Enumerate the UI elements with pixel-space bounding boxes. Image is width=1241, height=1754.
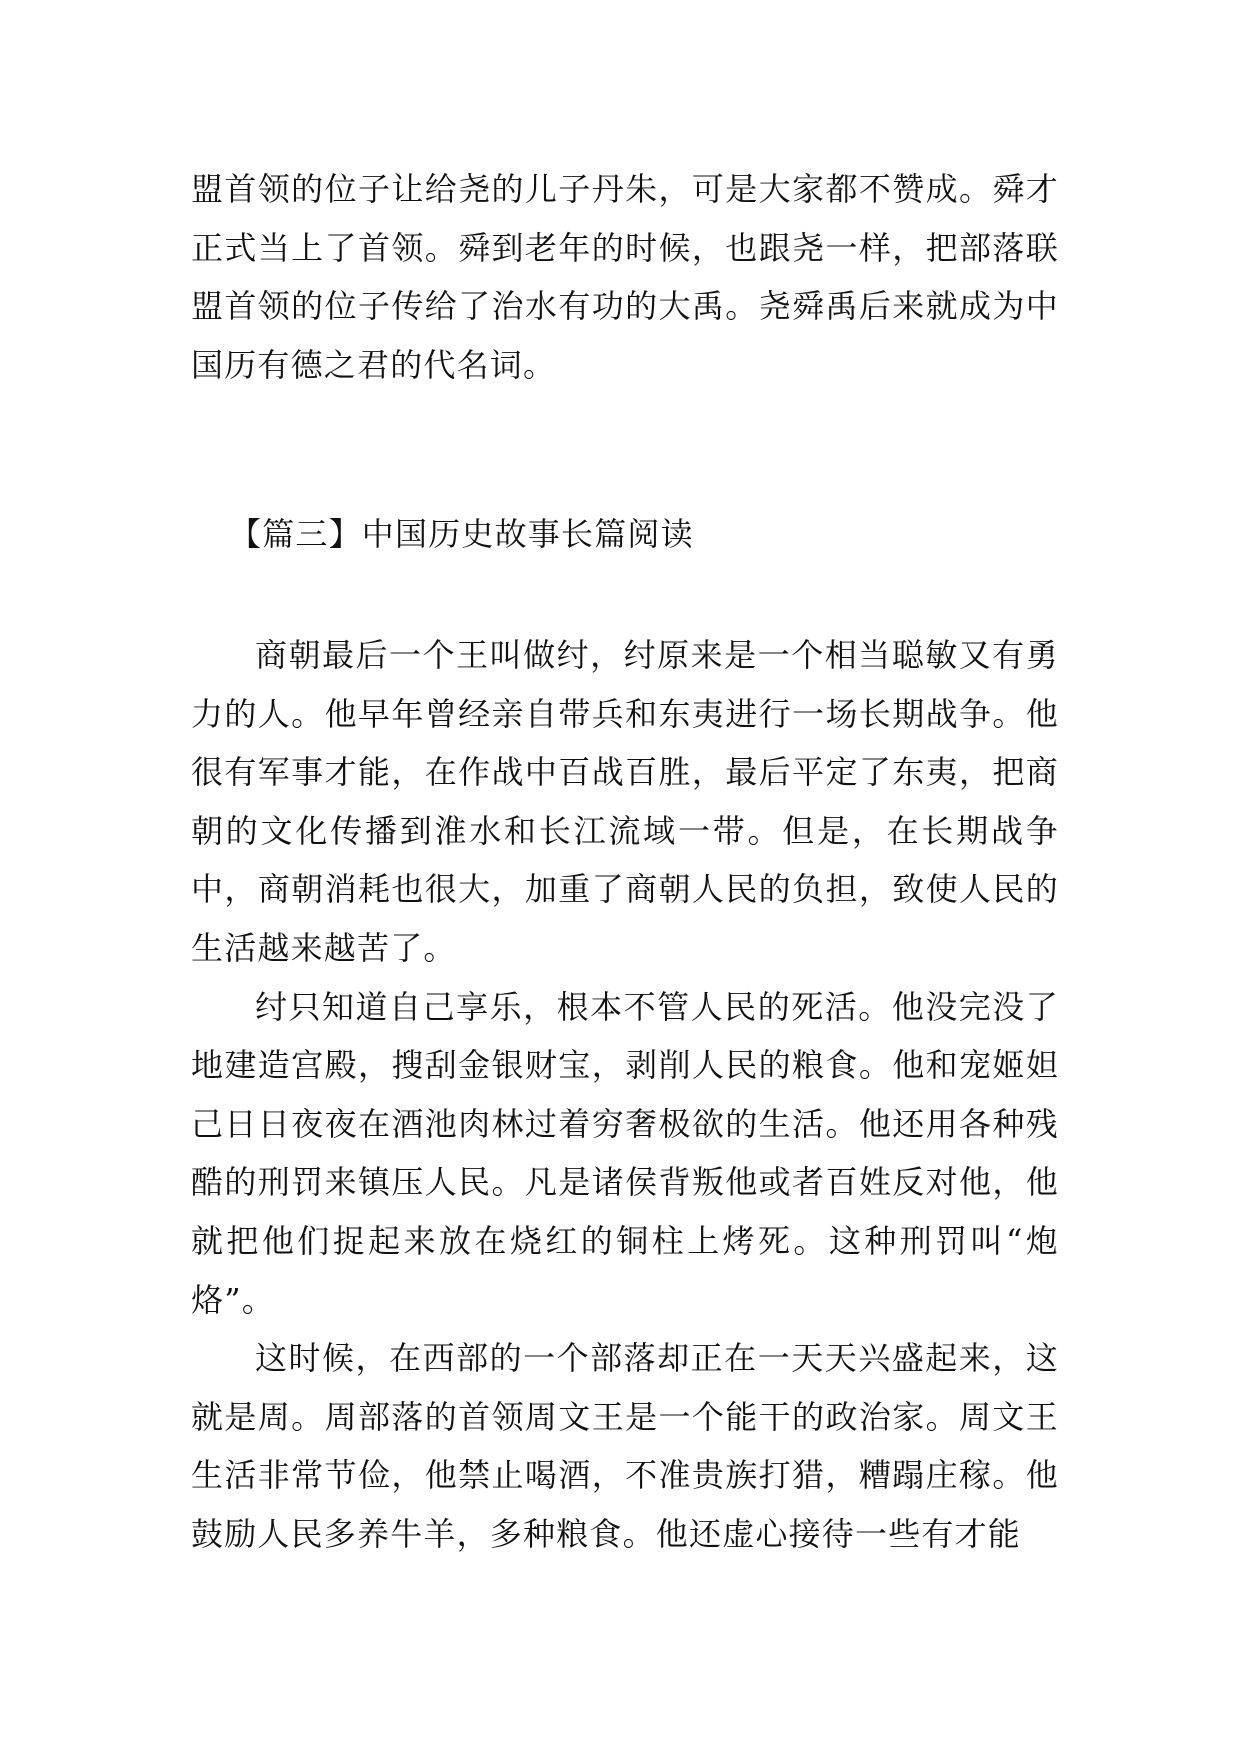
story-paragraph-2: 纣只知道自己享乐，根本不管人民的死活。他没完没了地建造宫殿，搜刮金银财宝，剥削人民的粮食。他和宠姬妲己日日夜夜在酒池肉林过着穷奢极欲的生活。他还用各种残酷的刑罚来镇压人民。凡是诸侯背叛他或者百姓反对他，他就把他们捉起来放在烧红的铜柱上烤死。这种刑罚叫“炮烙”。 [191, 987, 1059, 1319]
story-text-block [191, 626, 1059, 1564]
intro-paragraph: 盟首领的位子让给尧的儿子丹朱，可是大家都不赞成。舜才正式当上了首领。舜到老年的时候，也跟尧一样，把部落联盟首领的位子传给了治水有功的大禹。尧舜禹后来就成为中国历有德之君的代名词。 [191, 170, 1059, 384]
intro-text-block [191, 160, 1059, 394]
story-paragraph-3: 这时候，在西部的一个部落却正在一天天兴盛起来，这就是周。周部落的首领周文王是一个能干的政治家。周文王生活非常节俭，他禁止喝酒，不准贵族打猎，糟蹋庄稼。他鼓励人民多养牛羊，多种粮食。他还虚心接待一些有才能 [191, 1339, 1059, 1553]
section-heading: 【篇三】中国历史故事长篇阅读 [229, 515, 694, 553]
story-paragraph-1: 商朝最后一个王叫做纣，纣原来是一个相当聪敏又有勇力的人。他早年曾经亲自带兵和东夷进行一场长期战争。他很有军事才能，在作战中百战百胜，最后平定了东夷，把商朝的文化传播到淮水和长江流域一带。但是，在长期战争中，商朝消耗也很大，加重了商朝人民的负担，致使人民的生活越来越苦了。 [191, 636, 1059, 967]
